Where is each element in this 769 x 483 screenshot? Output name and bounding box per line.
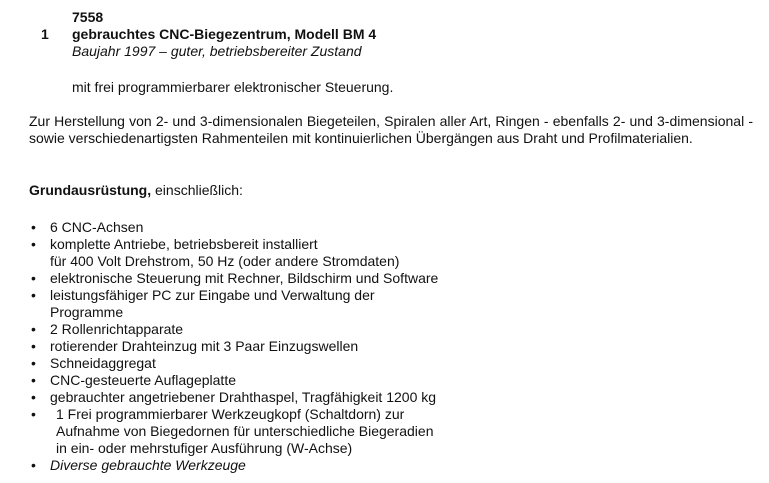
equipment-heading xyxy=(29,182,243,199)
machine-subtitle: Baujahr 1997 – guter, betriebsbereiter Zustand xyxy=(72,43,362,59)
feature-item xyxy=(29,321,749,338)
feature-line: rotierender Drahteinzug mit 3 Paar Einzugswellen xyxy=(50,338,359,354)
bullet-icon: • xyxy=(31,457,36,473)
quantity: 1 xyxy=(41,26,49,42)
item-number: 7558 xyxy=(72,9,104,25)
bullet-icon: • xyxy=(31,236,36,252)
bullet-icon: • xyxy=(31,389,36,405)
feature-item xyxy=(29,236,749,270)
bullet-icon: • xyxy=(31,406,36,422)
bullet-icon: • xyxy=(31,338,36,354)
feature-line: gebrauchter angetriebener Drahthaspel, Tragfähigkeit 1200 kg xyxy=(50,389,437,405)
feature-line: elektronische Steuerung mit Rechner, Bildschirm und Software xyxy=(50,270,439,286)
feature-line: komplette Antriebe, betriebsbereit installiert xyxy=(50,236,318,252)
feature-line: in ein- oder mehrstufiger Ausführung (W-Achse) xyxy=(56,440,353,456)
feature-item xyxy=(29,355,749,372)
bullet-icon: • xyxy=(31,270,36,286)
feature-item xyxy=(29,287,749,321)
equipment-heading-bold: Grundausrüstung, xyxy=(29,182,152,198)
usage-description: Zur Herstellung von 2- und 3-dimensionalen Biegeteilen, Spiralen aller Art, Ringen - ebenfalls 2- und 3-dimensional - sowie verschiedenartigsten Rahmenteilen mit kontinuierlichen Übergängen aus Draht und Profilmaterialien. xyxy=(29,113,753,146)
feature-item xyxy=(29,338,749,355)
feature-line: 1 Frei programmierbarer Werkzeugkopf (Schaltdorn) zur xyxy=(56,406,405,422)
feature-line: Diverse gebrauchte Werkzeuge xyxy=(50,457,246,473)
feature-item xyxy=(29,457,749,474)
feature-line: 6 CNC-Achsen xyxy=(50,219,144,235)
equipment-heading-rest: einschließlich: xyxy=(151,182,243,198)
bullet-icon: • xyxy=(31,355,36,371)
feature-item xyxy=(29,372,749,389)
feature-line: Aufnahme von Biegedornen für unterschiedliche Biegeradien xyxy=(56,423,434,439)
feature-item xyxy=(29,406,749,457)
feature-line: CNC-gesteuerte Auflageplatte xyxy=(50,372,236,388)
bullet-icon: • xyxy=(31,372,36,388)
feature-item xyxy=(29,389,749,406)
machine-title: gebrauchtes CNC-Biegezentrum, Modell BM 4 xyxy=(72,26,377,42)
feature-item xyxy=(29,270,749,287)
feature-line: Programme xyxy=(50,304,124,320)
bullet-icon: • xyxy=(31,219,36,235)
feature-line: 2 Rollenrichtapparate xyxy=(50,321,184,337)
feature-line: leistungsfähiger PC zur Eingabe und Verwaltung der xyxy=(50,287,375,303)
feature-list xyxy=(29,219,749,474)
feature-item xyxy=(29,219,749,236)
bullet-icon: • xyxy=(31,321,36,337)
control-description: mit frei programmierbarer elektronischer Steuerung. xyxy=(72,79,394,95)
feature-line: Schneidaggregat xyxy=(50,355,156,371)
bullet-icon: • xyxy=(31,287,36,303)
feature-line: für 400 Volt Drehstrom, 50 Hz (oder andere Stromdaten) xyxy=(50,253,400,269)
